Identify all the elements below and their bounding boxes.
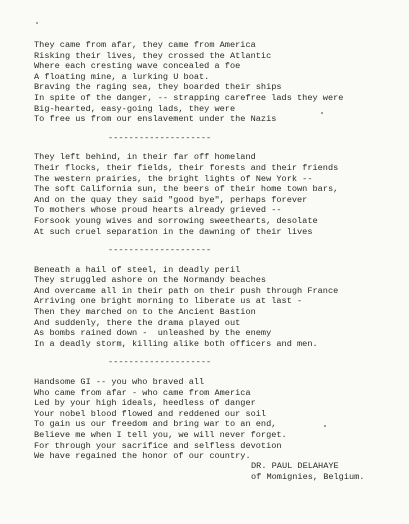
scan-speck (324, 425, 326, 427)
poem-line: They came from afar, they came from America (34, 40, 256, 50)
poem (34, 40, 406, 470)
poem-line: As bombs rained down - unleashed by the enemy (34, 328, 272, 339)
stanza-1 (34, 40, 406, 125)
stanza-divider: -------------------- (108, 245, 212, 256)
poem-line: The soft California sun, the beers of their home town bars, (34, 184, 339, 195)
poem-line: Beneath a hail of steel, in deadly peril (34, 264, 241, 275)
author-place: of Momignies, Belgium. (251, 472, 365, 482)
poem-line: In spite of the danger, -- strapping carefree lads they were (34, 92, 344, 103)
stanza-2 (34, 152, 406, 237)
stanza-4 (34, 377, 406, 462)
poem-line: And suddenly, there the drama played out (34, 317, 241, 328)
poem-line: Led by your high ideals, heedless of danger (34, 398, 256, 409)
poem-line: For through your sacrifice and selfless devotion (34, 440, 282, 451)
poem-line: To gain us our freedom and bring war to an end, (34, 419, 277, 430)
poem-line: We have regained the honor of our country. (34, 451, 251, 462)
poem-line: They left behind, in their far off homeland (34, 152, 256, 163)
stanza-divider: -------------------- (108, 132, 212, 143)
poem-line: Braving the raging sea, they boarded their ships (34, 82, 282, 93)
poem-line: Arriving one bright morning to liberate us at last - (34, 296, 303, 307)
poem-line: Where each cresting wave concealed a foe (34, 61, 241, 72)
poem-line: To mothers whose proud hearts already grieved -- (34, 205, 282, 216)
poem-line: Your nobel blood flowed and reddened our soil (34, 408, 267, 419)
poem-line: Believe me when I tell you, we will never forget. (34, 430, 287, 440)
poem-line: Then they marched on to the Ancient Bastion (34, 307, 256, 318)
signature-block (251, 461, 364, 483)
poem-line: A floating mine, a lurking U boat. (34, 71, 210, 82)
poem-line: Their flocks, their fields, their forests and their friends (34, 162, 339, 173)
poem-line: Forsook young wives and sorrowing sweethearts, desolate (34, 215, 318, 226)
poem-line: And on the quay they said "good bye", perhaps forever (34, 194, 308, 205)
poem-line: They struggled ashore on the Normandy beaches (34, 275, 267, 286)
poem-line: Who came from afar - who came from America (34, 387, 251, 398)
poem-line: To free us from our enslavement under the Nazis (34, 114, 277, 125)
poem-line: Handsome GI -- you who braved all (34, 377, 205, 388)
poem-line: Big-hearted, easy-going lads, they were (34, 103, 236, 114)
stanza-divider: -------------------- (108, 357, 212, 368)
scan-speck (321, 112, 323, 114)
scan-speck (36, 22, 38, 24)
poem-line: Risking their lives, they crossed the Atlantic (34, 50, 272, 61)
stanza-3 (34, 265, 406, 350)
poem-line: At such cruel separation in the dawning of their lives (34, 226, 313, 237)
author-name: DR. PAUL DELAHAYE (251, 461, 339, 471)
poem-line: And overcame all in their path on their push through France (34, 285, 339, 296)
poem-line: The western prairies, the bright lights of New York -- (34, 173, 313, 184)
poem-line: In a deadly storm, killing alike both officers and men. (34, 338, 318, 349)
